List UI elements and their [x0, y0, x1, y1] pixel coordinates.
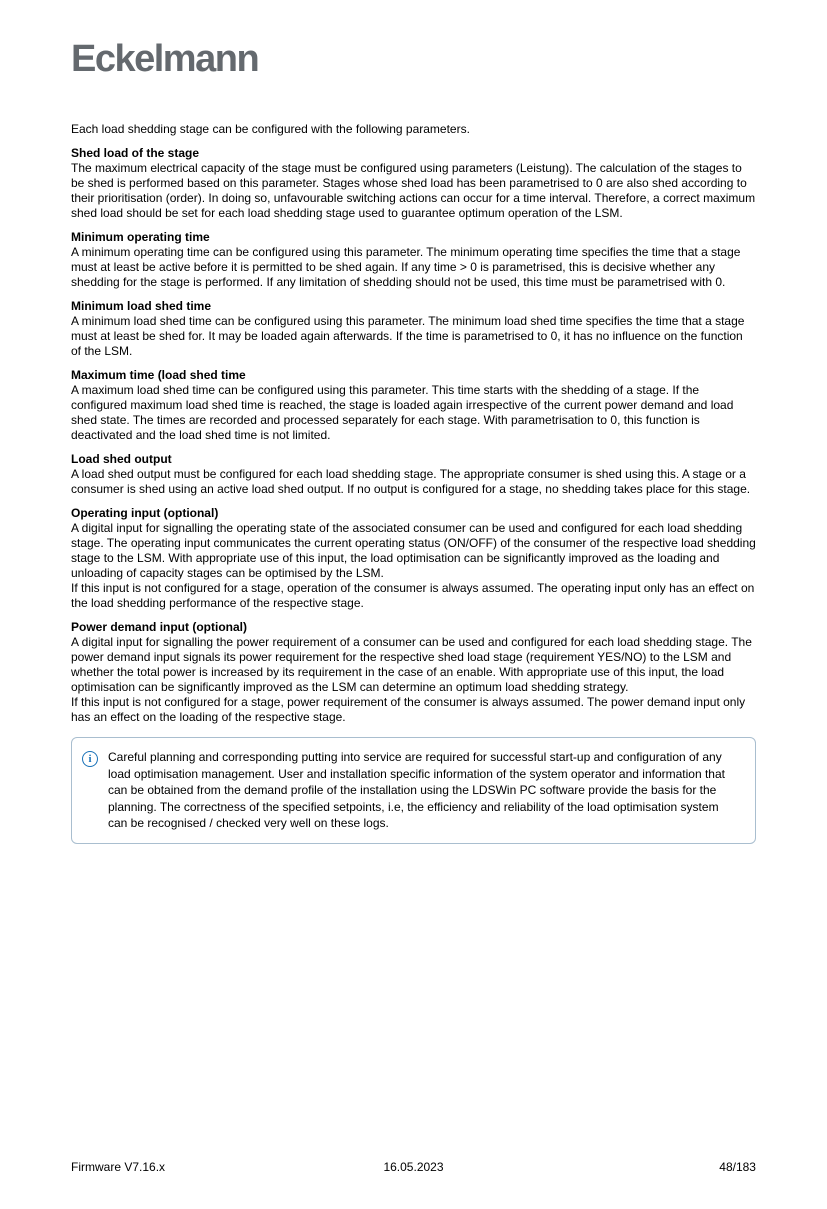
page-content [71, 122, 756, 844]
note-text: Careful planning and corresponding putting into service are required for successful start-up and configuration of any load optimisation management. User and installation specific information of the system operator and information that can be obtained from the demand profile of the installation using the LDSWin PC software provide the basis for the planning. The correctness of the specified setpoints, i.e, the efficiency and reliability of the load optimisation system can be recognised / checked very well on these logs. [108, 750, 725, 830]
section-operating-input [71, 506, 756, 611]
section-minimum-operating-time [71, 230, 756, 290]
footer-page-number: 48/183 [719, 1160, 756, 1174]
section-heading: Operating input (optional) [71, 506, 219, 520]
section-paragraph: A digital input for signalling the power requirement of a consumer can be used and configured for each load shedding stage. The power demand input signals its power requirement for the respective shed load stage (requirement YES/NO) to the LSM and whether the total power is increased by its requirement in the case of an enable. With appropriate use of this input, the load optimisation can be significantly improved as the LSM can determine an optimum load shedding strategy. [71, 635, 752, 694]
section-paragraph: If this input is not configured for a stage, power requirement of the consumer is always assumed. The power demand input only has an effect on the loading of the respective stage. [71, 695, 746, 724]
footer-firmware-version: Firmware V7.16.x [71, 1160, 166, 1174]
document-page [0, 40, 827, 844]
eckelmann-logo: Eckelmann [71, 38, 259, 80]
section-heading: Load shed output [71, 452, 172, 466]
section-heading: Minimum load shed time [71, 299, 212, 313]
section-heading: Minimum operating time [71, 230, 210, 244]
section-paragraph: A minimum operating time can be configured using this parameter. The minimum operating time specifies the time that a stage must at least be active before it is permitted to be shed again. If any time > 0 is parametrised, this is decisive whether any shedding for the stage is performed. If any limitation of shedding should not be used, this time must be parametrised with 0. [71, 245, 741, 289]
info-icon [82, 751, 98, 767]
info-note-box [71, 737, 756, 844]
section-paragraph: The maximum electrical capacity of the stage must be configured using parameters (Leistung). The calculation of the stages to be shed is performed based on this parameter. Stages whose shed load has been parametrised to 0 are also shed according to their prioritisation (order). In doing so, unfavourable switching actions can occur for a time interval. Therefore, a correct maximum shed load should be set for each load shedding stage used to guarantee optimum operation of the LSM. [71, 161, 756, 220]
section-load-shed-output [71, 452, 756, 497]
section-paragraph: A minimum load shed time can be configured using this parameter. The minimum load shed time specifies the time that a stage must at least be shed for. It may be loaded again afterwards. If the time is parametrised to 0, it has no influence on the function of the LSM. [71, 314, 745, 358]
section-power-demand-input [71, 620, 756, 725]
section-heading: Maximum time (load shed time [71, 368, 246, 382]
section-paragraph: A maximum load shed time can be configured using this parameter. This time starts with the shedding of a stage. If the configured maximum load shed time is reached, the stage is loaded again irrespective of the current power demand and load shed state. The times are recorded and processed separately for each stage. With parametrisation to 0, this function is deactivated and the load shed time is not limited. [71, 383, 734, 442]
section-heading: Power demand input (optional) [71, 620, 247, 634]
footer-date: 16.05.2023 [383, 1160, 444, 1174]
section-shed-load [71, 146, 756, 221]
section-paragraph: A load shed output must be configured for each load shedding stage. The appropriate consumer is shed using this. A stage or a consumer is shed using an active load shed output. If no output is configured for a stage, no shedding takes place for this stage. [71, 467, 751, 496]
section-minimum-load-shed-time [71, 299, 756, 359]
section-heading: Shed load of the stage [71, 146, 200, 160]
section-paragraph: A digital input for signalling the operating state of the associated consumer can be used and configured for each load shedding stage. The operating input communicates the current operating status (ON/OFF) of the consumer of the respective load shedding stage to the LSM. With appropriate use of this input, the load optimisation can be significantly improved as the loading and unloading of capacity stages can be optimised by the LSM. [71, 521, 756, 580]
info-icon-glyph: i [88, 752, 92, 765]
section-paragraph: If this input is not configured for a stage, operation of the consumer is always assumed. The operating input only has an effect on the load shedding performance of the respective stage. [71, 581, 755, 610]
intro-paragraph: Each load shedding stage can be configured with the following parameters. [71, 122, 470, 136]
page-footer [71, 1160, 756, 1175]
section-maximum-time [71, 368, 756, 443]
